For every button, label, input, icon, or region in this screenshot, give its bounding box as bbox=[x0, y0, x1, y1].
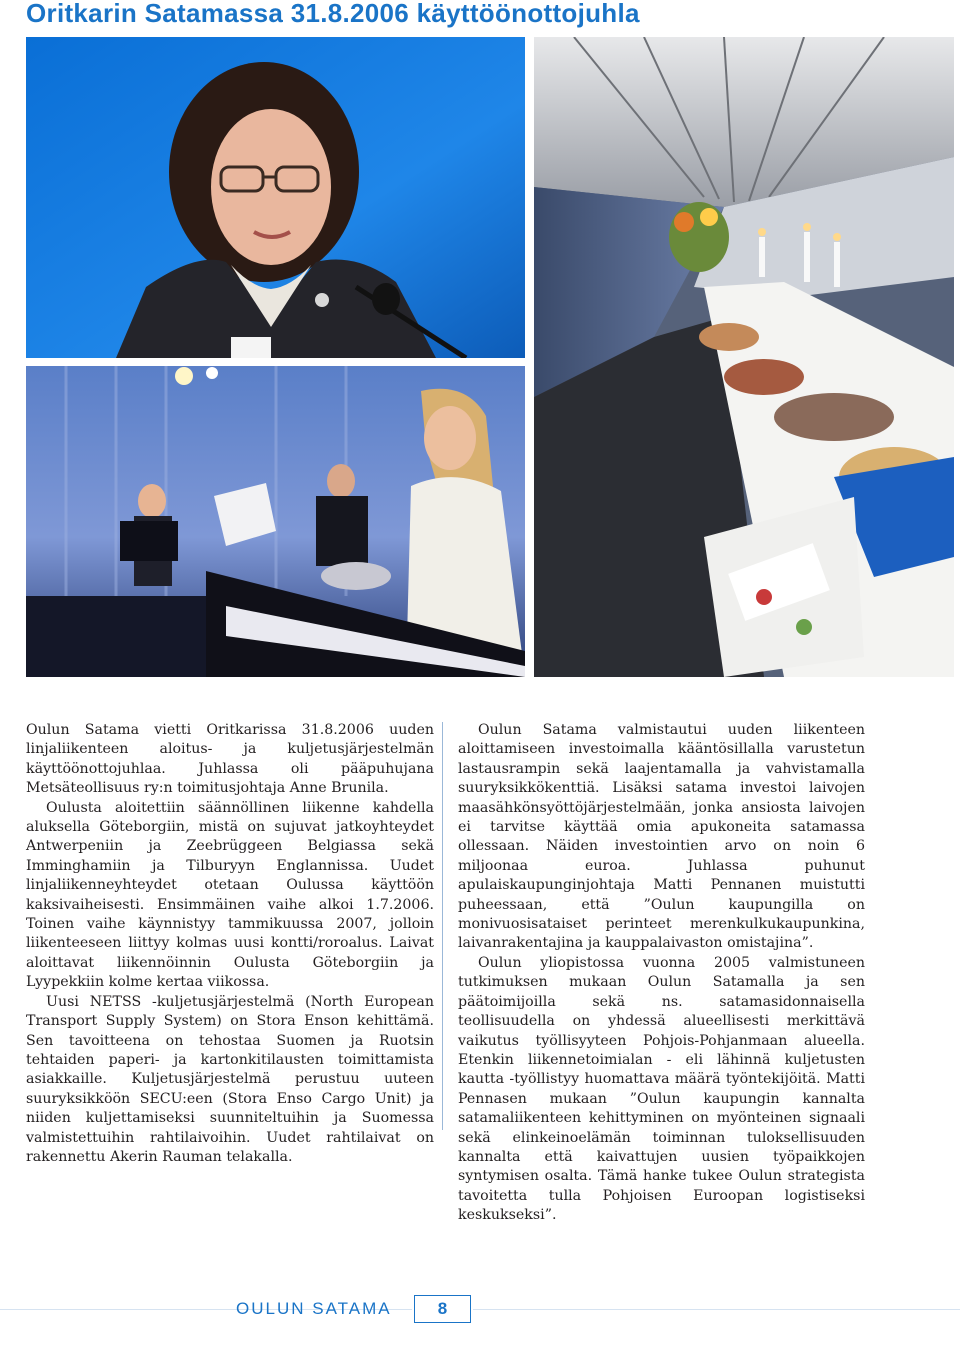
band-photo bbox=[26, 366, 525, 677]
buffet-photo-image bbox=[534, 37, 954, 677]
article-paragraph: Oulun Satama vietti Oritkarissa 31.8.2006 uuden linjaliikenteen aloitus- ja kuljetusjärjestelmän käyttöönottojuhlaa. Juhlassa oli pääpuhujana Metsäteollisuus ry:n toimitusjohtaja Anne Brunila. bbox=[26, 722, 434, 797]
page-title: Oritkarin Satamassa 31.8.2006 käyttöönottojuhla bbox=[26, 0, 640, 28]
article-paragraph: Oulun Satama valmistautui uuden liikenteen aloittamiseen investoimalla kääntösillalla varustetun lastausrampin sekä laajentamalla ja vahvistamalla suuryksikkökenttiä. Lisäksi satama investoi laivojen maasähkönsyöttöjärjestelmään, jonka ansiosta laivojen ei tarvitse käyttää omia apukoneita satamassa ollessaan. Näiden investointien arvo on noin 6 miljoonaa euroa. Juhlassa puhunut apulaiskaupunginjohtaja Matti Pennanen muistutti puheessaan, että ”Oulun kaupungilla on monivuosisataiset perinteet merenkulkukaupunkina, laivanrakentajina ja kauppalaivaston omistajina”. bbox=[458, 722, 865, 952]
footer-rule bbox=[473, 1309, 960, 1310]
publication-name: OULUN SATAMA bbox=[236, 1299, 392, 1318]
speaker-photo-image bbox=[26, 37, 525, 358]
article-paragraph: Oulusta aloitettiin säännöllinen liikenne kahdella aluksella Göteborgiin, mistä on sujuvat jatkoyhteydet Antwerpeniin ja Zeebrüggeen Belgiassa sekä Imminghamiin ja Tilburyyn Englannissa. Uudet linjaliikenneyhteydet otetaan Oulussa käyttöön kaksivaiheisesti. Ensimmäinen vaihe alkoi 1.7.2006. Toinen vaihe käynnistyy tammikuussa 2007, jolloin liikenteeseen liittyy kolmas uusi kontti/roroalus. Laivat aloittavat liikennöinnin Oulusta Göteborgiin ja Lyypekkiin kolme kertaa viikossa. bbox=[26, 799, 434, 991]
article-column-right bbox=[458, 721, 865, 1226]
article-column-left bbox=[26, 721, 434, 1167]
page-number: 8 bbox=[414, 1295, 471, 1323]
article-paragraph: Oulun yliopistossa vuonna 2005 valmistuneen tutkimuksen mukaan Oulun Satamalla ja sen päätoimijoilla sekä ns. satamasidonnaisella teollisuudella on yhdessä alueellisesti merkittävä vaikutus työllisyyteen Pohjois-Pohjanmaan alueella. Etenkin liikennetoimialan - eli lähinnä kuljetusten kautta -työllistyy huomattava määrä työntekijöitä. Matti Pennasen mukaan ”Oulun kaupungin kannalta satamaliikenteen kehittyminen on myönteinen signaali sekä elinkeinoelämän toiminnan tuloksellisuuden kannalta että kaivattujen uusien työpaikkojen syntymisen osalta. Tämä hanke tukee Oulun strategista tavoitetta tulla Pohjoisen Euroopan logistiseksi keskukseksi”. bbox=[458, 954, 865, 1224]
speaker-photo bbox=[26, 37, 525, 358]
page-footer bbox=[0, 1282, 960, 1332]
column-divider bbox=[442, 722, 443, 1130]
buffet-photo bbox=[534, 37, 954, 677]
article-paragraph: Uusi NETSS -kuljetusjärjestelmä (North European Transport Supply System) on Stora Enson kehittämä. Sen tavoitteena on tehostaa Suomen ja Ruotsin tehtaiden paperi- ja kartonkitilausten toimittamista asiakkaille. Kuljetusjärjestelmä perustuu uuteen suuryksikköön SECU:een (Stora Enso Cargo Unit) ja niiden kuljettamiseksi suunniteltuihin ja Suomessa valmistettuihin rahtilaivoihin. Uudet rahtilaivat on rakennettu Akerin Rauman telakalla. bbox=[26, 993, 434, 1165]
band-photo-image bbox=[26, 366, 525, 677]
